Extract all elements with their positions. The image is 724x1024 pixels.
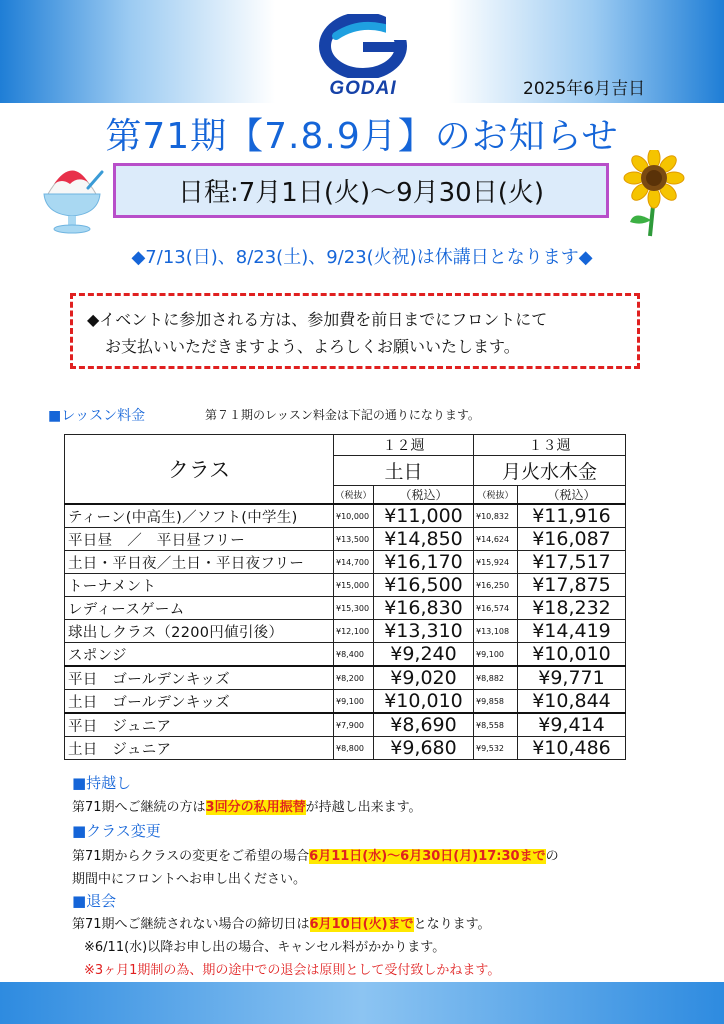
- price-in-13: ¥14,419: [518, 620, 626, 643]
- class-name: レディースゲーム: [65, 597, 334, 620]
- carryover-text: [72, 796, 422, 815]
- tax-ex-header-12: （税抜）: [334, 486, 374, 505]
- price-in-12: ¥10,010: [374, 690, 474, 714]
- price-in-12: ¥16,500: [374, 574, 474, 597]
- tax-in-header-12: （税込）: [374, 486, 474, 505]
- class-change-text-after: の: [545, 849, 559, 864]
- carryover-heading: ■持越し: [72, 774, 132, 792]
- price-ex-13: ¥8,882: [474, 666, 518, 690]
- class-name: 球出しクラス（2200円値引後）: [65, 620, 334, 643]
- price-ex-12: ¥8,800: [334, 737, 374, 760]
- footer-band: [0, 982, 724, 1024]
- fee-row: [65, 643, 626, 667]
- price-ex-13: ¥9,858: [474, 690, 518, 714]
- price-ex-12: ¥8,200: [334, 666, 374, 690]
- class-name: 平日 ゴールデンキッズ: [65, 666, 334, 690]
- price-in-12: ¥11,000: [374, 504, 474, 528]
- withdrawal-heading: ■退会: [72, 892, 117, 910]
- schedule-text: 日程:7月1日(火)～9月30日(火): [177, 178, 545, 208]
- fee-row: [65, 504, 626, 528]
- schedule-box: [113, 163, 609, 218]
- days13-header: 月火水木金: [474, 456, 626, 486]
- fee-section-heading: ■レッスン料金: [48, 408, 146, 424]
- price-ex-13: ¥15,924: [474, 551, 518, 574]
- fee-row: [65, 551, 626, 574]
- price-ex-13: ¥14,624: [474, 528, 518, 551]
- tax-in-header-13: （税込）: [518, 486, 626, 505]
- notice-line-1: ◆イベントに参加される方は、参加費を前日までにフロントにて: [87, 310, 548, 329]
- logo-text: GODAI: [329, 78, 397, 99]
- fee-header-row: [65, 435, 626, 456]
- price-ex-13: ¥9,100: [474, 643, 518, 667]
- price-ex-12: ¥12,100: [334, 620, 374, 643]
- price-in-12: ¥16,170: [374, 551, 474, 574]
- price-ex-12: ¥14,700: [334, 551, 374, 574]
- withdrawal-line-2: ※6/11(水)以降お申し出の場合、キャンセル料がかかります。: [84, 940, 446, 955]
- class-change-line-2: 期間中にフロントへお申し出ください。: [72, 872, 307, 887]
- carryover-highlight: 3回分の私用振替: [205, 800, 306, 815]
- notice-line-2: お支払いいただきますよう、よろしくお願いいたします。: [105, 337, 520, 356]
- godai-logo: [316, 14, 410, 102]
- price-ex-12: ¥10,000: [334, 504, 374, 528]
- price-ex-13: ¥16,250: [474, 574, 518, 597]
- class-name: 土日 ゴールデンキッズ: [65, 690, 334, 714]
- class-name: 土日・平日夜／土日・平日夜フリー: [65, 551, 334, 574]
- price-in-13: ¥17,875: [518, 574, 626, 597]
- class-change-heading: ■クラス変更: [72, 822, 161, 840]
- class-name: 平日昼 ／ 平日昼フリー: [65, 528, 334, 551]
- class-change-highlight: 6月11日(水)～6月30日(月)17:30まで: [309, 849, 546, 864]
- fee-row: [65, 528, 626, 551]
- fee-table: [64, 434, 626, 760]
- fee-row: [65, 713, 626, 737]
- week13-header: １３週: [474, 435, 626, 456]
- price-in-13: ¥9,771: [518, 666, 626, 690]
- price-in-13: ¥9,414: [518, 713, 626, 737]
- price-in-12: ¥16,830: [374, 597, 474, 620]
- class-column-header: クラス: [65, 435, 334, 505]
- price-in-13: ¥10,010: [518, 643, 626, 667]
- price-ex-13: ¥16,574: [474, 597, 518, 620]
- fee-rows: [65, 504, 626, 760]
- price-ex-12: ¥7,900: [334, 713, 374, 737]
- fee-row: [65, 737, 626, 760]
- class-change-text: [72, 845, 559, 864]
- price-in-13: ¥11,916: [518, 504, 626, 528]
- price-in-12: ¥14,850: [374, 528, 474, 551]
- price-in-12: ¥9,240: [374, 643, 474, 667]
- price-ex-13: ¥13,108: [474, 620, 518, 643]
- issue-date: 2025年6月吉日: [523, 79, 646, 99]
- price-ex-12: ¥15,000: [334, 574, 374, 597]
- price-ex-12: ¥8,400: [334, 643, 374, 667]
- price-in-13: ¥10,844: [518, 690, 626, 714]
- carryover-text-after: が持越し出来ます。: [305, 800, 422, 815]
- withdrawal-text: [72, 913, 491, 932]
- price-ex-13: ¥8,558: [474, 713, 518, 737]
- price-in-12: ¥13,310: [374, 620, 474, 643]
- price-in-12: ¥8,690: [374, 713, 474, 737]
- holiday-notice: ◆7/13(日)、8/23(土)、9/23(火祝)は休講日となります◆: [131, 247, 593, 268]
- class-name: ティーン(中高生)／ソフト(中学生): [65, 504, 334, 528]
- price-ex-13: ¥10,832: [474, 504, 518, 528]
- page-title: 第71期【7.8.9月】のお知らせ: [105, 116, 619, 157]
- sunflower-icon: [620, 150, 688, 238]
- price-ex-13: ¥9,532: [474, 737, 518, 760]
- price-ex-12: ¥15,300: [334, 597, 374, 620]
- fee-row: [65, 620, 626, 643]
- week12-header: １２週: [334, 435, 474, 456]
- price-ex-12: ¥13,500: [334, 528, 374, 551]
- price-in-13: ¥18,232: [518, 597, 626, 620]
- class-name: 土日 ジュニア: [65, 737, 334, 760]
- fee-row: [65, 690, 626, 714]
- withdrawal-highlight: 6月10日(火)まで: [309, 917, 414, 932]
- tax-ex-header-13: （税抜）: [474, 486, 518, 505]
- shaved-ice-icon: [40, 154, 106, 234]
- class-name: トーナメント: [65, 574, 334, 597]
- price-ex-12: ¥9,100: [334, 690, 374, 714]
- price-in-13: ¥16,087: [518, 528, 626, 551]
- withdrawal-text-after: となります。: [413, 917, 491, 932]
- fee-row: [65, 574, 626, 597]
- fee-row: [65, 597, 626, 620]
- price-in-13: ¥17,517: [518, 551, 626, 574]
- fee-row: [65, 666, 626, 690]
- price-in-12: ¥9,020: [374, 666, 474, 690]
- class-name: スポンジ: [65, 643, 334, 667]
- withdrawal-line-3: ※3ヶ月1期制の為、期の途中での退会は原則として受付致しかねます。: [84, 963, 501, 978]
- godai-logo-mark: [316, 14, 410, 78]
- class-change-text-before: 第71期からクラスの変更をご希望の場合: [72, 849, 310, 864]
- event-notice-box: [70, 293, 640, 369]
- price-in-12: ¥9,680: [374, 737, 474, 760]
- days12-header: 土日: [334, 456, 474, 486]
- withdrawal-text-before: 第71期へご継続されない場合の締切日は: [72, 917, 310, 932]
- carryover-text-before: 第71期へご継続の方は: [72, 800, 206, 815]
- fee-section-note: 第７１期のレッスン料金は下記の通りになります。: [205, 408, 480, 422]
- class-name: 平日 ジュニア: [65, 713, 334, 737]
- price-in-13: ¥10,486: [518, 737, 626, 760]
